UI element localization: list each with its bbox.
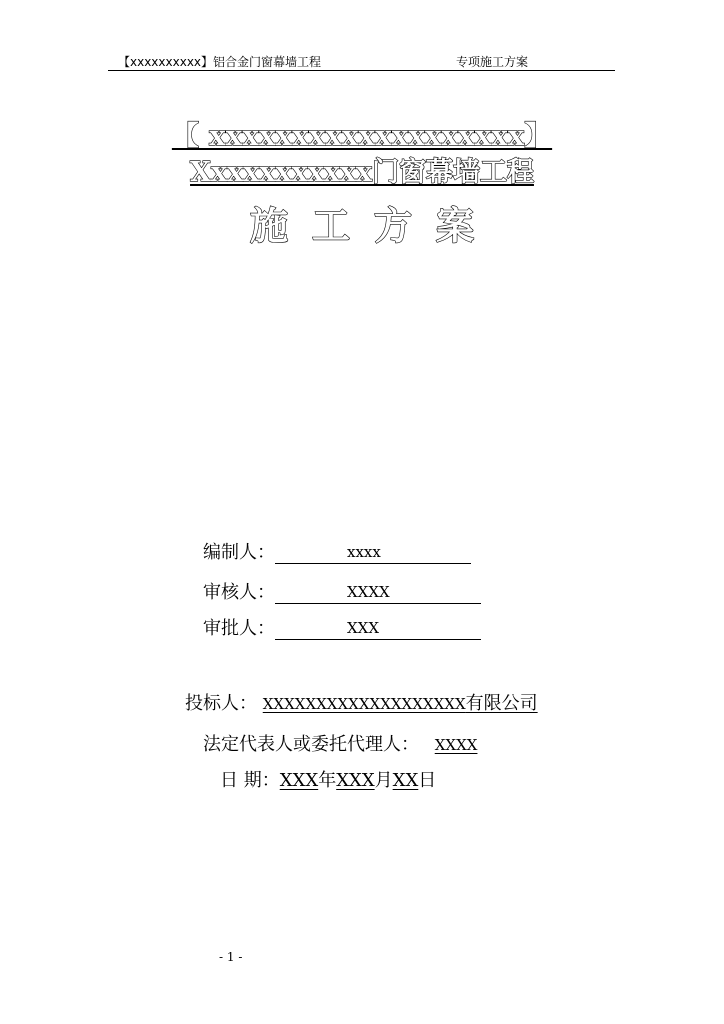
signature-label: 编制人： <box>203 542 275 563</box>
cover-title-line-1-text: 【 xxxxxxxxxxxxxxxxxxx】 <box>171 121 553 152</box>
date-line <box>220 766 436 792</box>
cover-title-line-2-text: Xxxxxxxxxxx门窗幕墙工程 <box>190 157 534 188</box>
bidder-label: 投标人： <box>185 693 257 714</box>
date-year-unit: 年 <box>318 770 337 791</box>
bidder-suffix: 有限公司 <box>465 693 538 714</box>
date-day-unit: 日 <box>418 770 437 791</box>
running-header-doc-type: 专项施工方案 <box>456 55 529 69</box>
signature-value: xxxx <box>347 543 381 561</box>
signature-value: XXXX <box>347 583 390 601</box>
bidder-value: XXXXXXXXXXXXXXXXXXX <box>262 695 466 713</box>
signature-row-reviewer <box>203 578 481 604</box>
legal-rep-value: XXXX <box>434 736 478 754</box>
date-label: 日 期： <box>220 770 280 791</box>
date-year: XXX <box>279 770 319 791</box>
signature-row-compiler <box>203 538 471 564</box>
date-month: XXX <box>336 770 375 791</box>
page-number: - 1 - <box>219 950 243 964</box>
signature-line <box>275 542 471 564</box>
cover-title-main: 施工方案 <box>249 203 498 248</box>
bidder-line <box>185 689 538 715</box>
signature-row-approver <box>203 614 481 640</box>
date-day: XX <box>392 770 419 791</box>
cover-title-line-1 <box>0 114 724 153</box>
header-divider <box>108 70 615 71</box>
signature-line <box>275 618 481 640</box>
cover-title-line-2 <box>0 150 724 189</box>
signature-label: 审核人： <box>203 582 275 603</box>
signature-value: XXX <box>347 619 380 637</box>
legal-rep-line <box>203 730 477 756</box>
signature-label: 审批人： <box>203 618 275 639</box>
signature-line <box>275 582 481 604</box>
bidder-name <box>263 695 538 713</box>
legal-rep-label: 法定代表人或委托代理人： <box>203 734 419 755</box>
running-header-project: 【xxxxxxxxxx】铝合金门窗幕墙工程 <box>118 55 322 69</box>
date-month-unit: 月 <box>374 770 393 791</box>
